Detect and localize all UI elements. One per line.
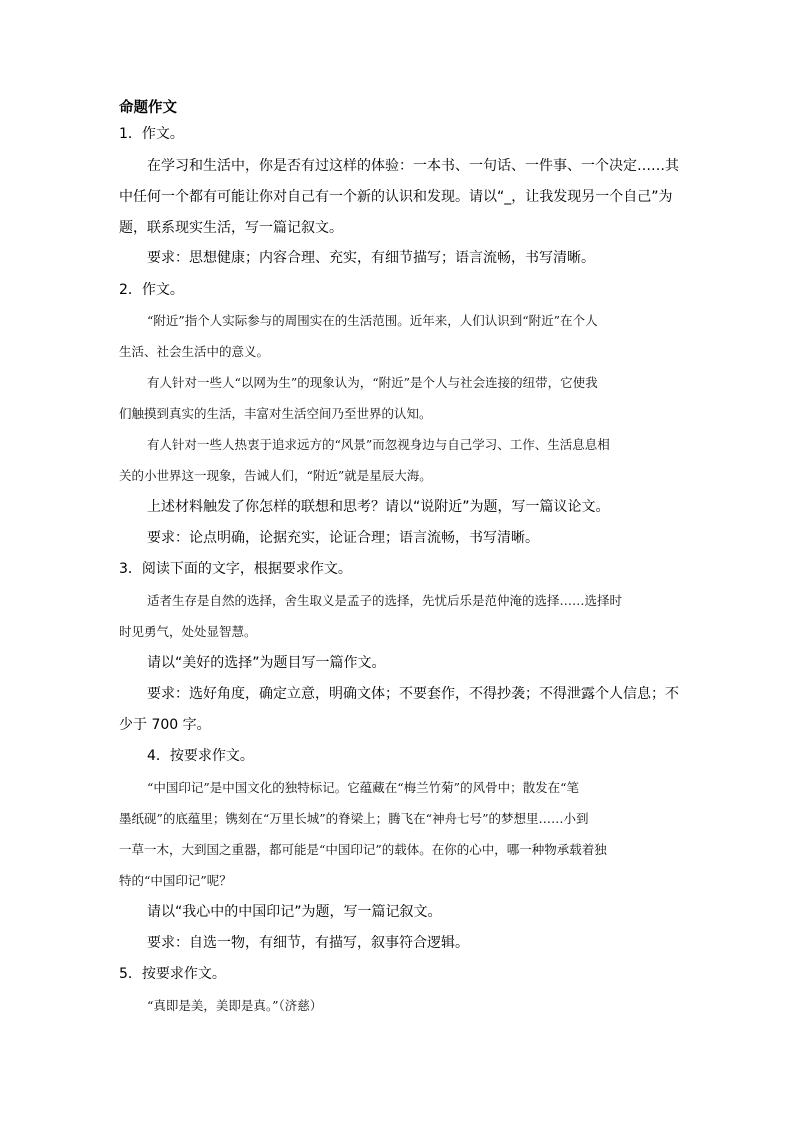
q1-number: 1．作文。 <box>119 126 184 142</box>
q3-requirement-1: 要求：选好角度，确定立意，明确文体；不要套作，不得抄袭；不得泄露个人信息；不 <box>147 686 679 702</box>
q3-material-2: 时见勇气，处处显智慧。 <box>119 624 257 639</box>
q2-material-4: 们触摸到真实的生活，丰富对生活空间乃至世界的认知。 <box>119 406 432 421</box>
q4-material-2: 墨纸砚”的底蕴里；镌刻在“万里长城”的脊梁上；腾飞在“神舟七号”的梦想里……小到 <box>119 811 589 826</box>
q4-prompt: 请以“我心中的中国印记”为题，写一篇记叙文。 <box>147 904 442 920</box>
q2-material-2: 生活、社会生活中的意义。 <box>119 344 270 359</box>
q3-number: 3．阅读下面的文字，根据要求作文。 <box>119 561 352 577</box>
q4-material-1: “中国印记”是中国文化的独特标记。它蕴藏在“梅兰竹菊”的风骨中；散发在“笔 <box>147 780 579 795</box>
q3-prompt: 请以“美好的选择”为题目写一篇作文。 <box>147 655 386 671</box>
q5-material: “真即是美，美即是真。”（济慈） <box>147 998 323 1013</box>
q3-material-1: 适者生存是自然的选择，舍生取义是孟子的选择，先忧后乐是范仲淹的选择……选择时 <box>147 593 623 608</box>
q4-number: 4．按要求作文。 <box>147 748 254 764</box>
q2-material-1: “附近”指个人实际参与的周围实在的生活范围。近年来，人们认识到“附近”在个人 <box>147 313 598 328</box>
q5-number: 5．按要求作文。 <box>119 966 226 982</box>
q2-number: 2．作文。 <box>119 282 184 298</box>
section-heading: 命题作文 <box>119 100 177 116</box>
q1-line-1: 在学习和生活中，你是否有过这样的体验：一本书、一句话、一件事、一个决定……其 <box>147 158 679 174</box>
q4-material-3: 一草一木，大到国之重器，都可能是“中国印记”的载体。在你的心中，哪一种物承载着独 <box>119 842 607 857</box>
q4-requirement: 要求：自选一物，有细节，有描写，叙事符合逻辑。 <box>147 935 469 951</box>
q3-requirement-2: 少于 700 字。 <box>119 717 211 733</box>
q2-prompt: 上述材料触发了你怎样的联想和思考？请以“说附近”为题，写一篇议论文。 <box>147 499 610 515</box>
q2-material-6: 关的小世界这一现象，告诫人们，“附近”就是星辰大海。 <box>119 468 432 483</box>
q2-material-5: 有人针对一些人热衷于追求远方的“风景”而忽视身边与自己学习、工作、生活息息相 <box>147 437 610 452</box>
q4-material-4: 特的“中国印记”呢？ <box>119 873 232 888</box>
q1-line-3: 题，联系现实生活，写一篇记叙文。 <box>119 220 343 236</box>
q1-requirement: 要求：思想健康；内容合理、充实，有细节描写；语言流畅，书写清晰。 <box>147 250 595 266</box>
q1-line-2: 中任何一个都有可能让你对自己有一个新的认识和发现。请以“_，让我发现另一个自己”为 <box>119 189 673 205</box>
q2-material-3: 有人针对一些人“以网为生”的现象认为，“附近”是个人与社会连接的纽带，它使我 <box>147 375 598 390</box>
q2-requirement: 要求：论点明确，论据充实，论证合理；语言流畅，书写清晰。 <box>147 530 539 546</box>
